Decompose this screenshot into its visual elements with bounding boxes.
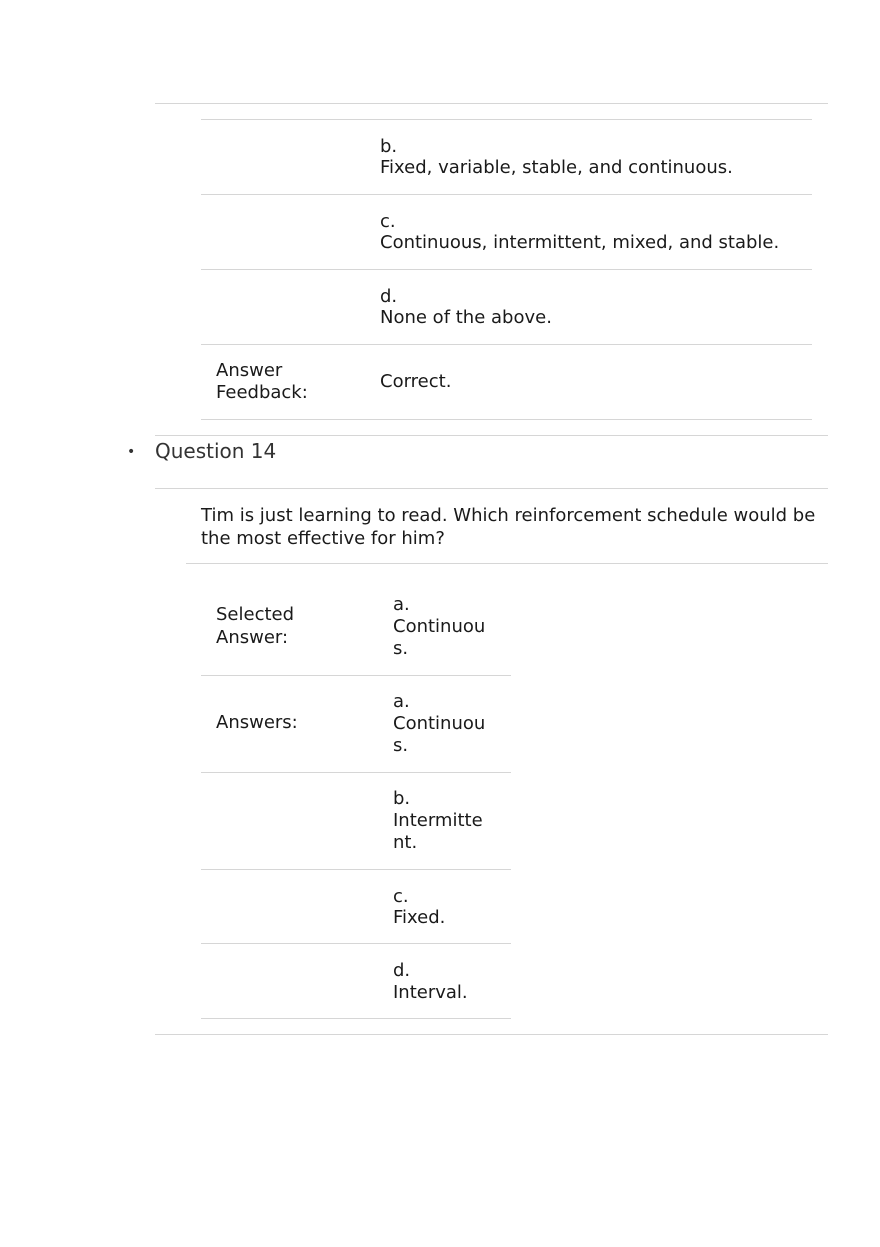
answer-text: Interval. — [393, 982, 468, 1003]
selected-answer-label: Answer: — [216, 627, 289, 648]
answer-text: Continuous, intermittent, mixed, and stable. — [380, 232, 780, 253]
divider — [186, 563, 828, 564]
divider — [201, 344, 812, 345]
divider — [201, 419, 812, 420]
divider — [201, 269, 812, 270]
answer-letter: c. — [393, 886, 409, 907]
answer-letter: b. — [380, 136, 398, 157]
feedback-value: Correct. — [380, 371, 452, 392]
divider — [155, 1034, 828, 1035]
answers-label: Answers: — [216, 712, 298, 733]
feedback-label: Answer — [216, 360, 283, 381]
divider — [201, 869, 511, 870]
divider — [201, 119, 812, 120]
question-title: Question 14 — [155, 439, 277, 463]
selected-answer-text: Continuous. — [393, 616, 486, 659]
feedback-label: Feedback: — [216, 382, 308, 403]
question-text: Tim is just learning to read. Which reinforcement schedule would be the most effective for him? — [201, 505, 816, 549]
answer-text: Fixed, variable, stable, and continuous. — [380, 157, 733, 178]
answer-text: Intermittent. — [393, 810, 483, 853]
divider — [201, 1018, 511, 1019]
divider — [201, 675, 511, 676]
answer-letter: b. — [393, 788, 411, 809]
divider — [155, 488, 828, 489]
answer-letter: a. — [393, 594, 410, 615]
answer-letter: d. — [393, 960, 411, 981]
answer-letter: c. — [380, 211, 396, 232]
divider — [201, 772, 511, 773]
divider — [201, 943, 511, 944]
answer-text: None of the above. — [380, 307, 552, 328]
answer-letter: d. — [380, 286, 398, 307]
answer-text: Fixed. — [393, 907, 446, 928]
list-bullet: • — [127, 444, 136, 460]
answer-letter: a. — [393, 691, 410, 712]
selected-answer-label: Selected — [216, 604, 295, 625]
answer-text: Continuous. — [393, 713, 486, 756]
divider — [201, 194, 812, 195]
divider — [155, 103, 828, 104]
divider — [155, 435, 828, 436]
